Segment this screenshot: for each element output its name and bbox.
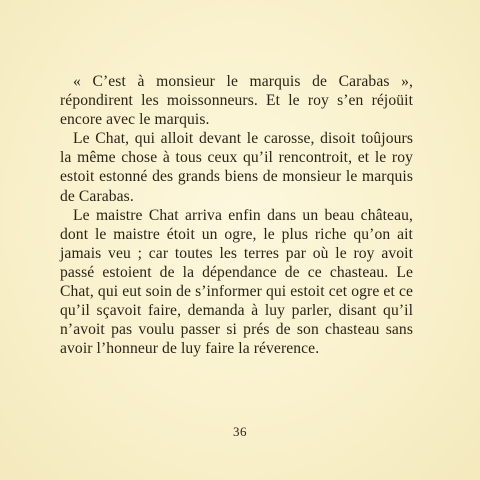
page-number: 36 xyxy=(233,424,247,439)
paragraph-2: Le Chat, qui alloit devant le carosse, disoit toûjours la même chose à tous ceux qu’il rencontroit, et le roy estoit estonné des grands biens de monsieur le marquis de Carabas. xyxy=(60,130,413,205)
body-text xyxy=(60,72,413,358)
paragraph-1: « C’est à monsieur le marquis de Carabas », répondirent les moissonneurs. Et le roy s’en réjoüit encore avec le marquis. xyxy=(60,73,413,129)
paragraph-3: Le maistre Chat arriva enfin dans un beau château, dont le maistre étoit un ogre, le plus riche qu’on ait jamais veu ; car toutes les terres par où le roy avoit passé estoient de la dépendance de ce chasteau. Le Chat, qui eut soin de s’informer qui estoit cet ogre et ce qu’il sçavoit faire, demanda à luy parler, disant qu’il n’avoit pas voulu passer si prés de son chasteau sans avoir l’honneur de luy faire la réverence. xyxy=(60,206,413,358)
